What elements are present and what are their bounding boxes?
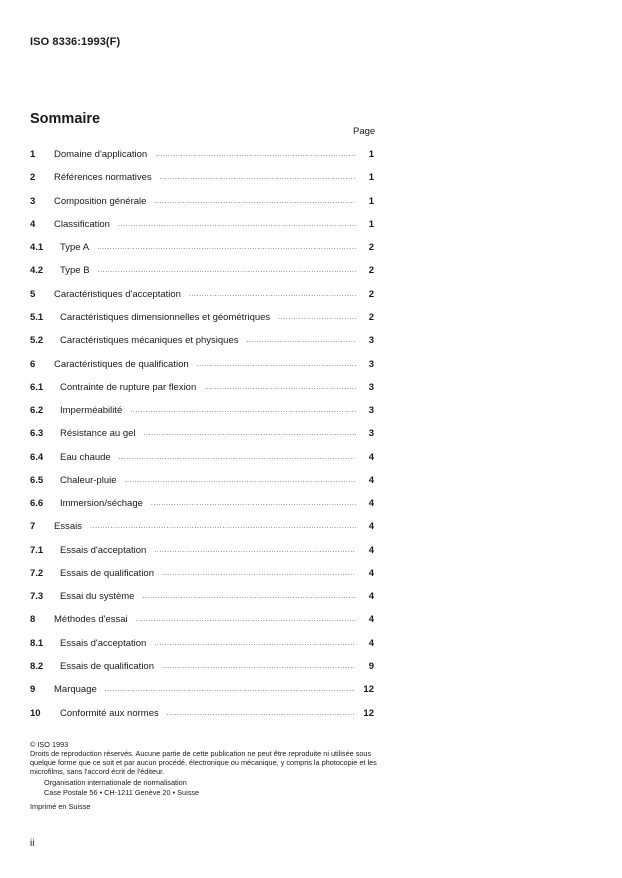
toc-entry-number: 5.1 bbox=[30, 311, 44, 323]
toc-entry-page: 3 bbox=[368, 428, 374, 440]
toc-entry-number: 3 bbox=[30, 195, 36, 207]
toc-entry[interactable] bbox=[30, 562, 374, 585]
toc-leader-dots bbox=[154, 547, 356, 554]
toc-entry-page: 4 bbox=[368, 614, 374, 626]
toc-entry-title: Type A bbox=[60, 242, 90, 254]
toc-entry[interactable] bbox=[30, 678, 374, 701]
toc-leader-dots bbox=[97, 244, 356, 251]
toc-entry-title: Chaleur-pluie bbox=[60, 474, 117, 486]
toc-entry-number: 6.2 bbox=[30, 405, 44, 417]
page-title: Sommaire bbox=[30, 111, 101, 127]
toc-entry-page: 2 bbox=[368, 311, 374, 323]
toc-leader-dots bbox=[130, 407, 356, 414]
copyright-line: © ISO 1993 bbox=[30, 740, 69, 749]
toc-entry-title: Essais de qualification bbox=[60, 660, 154, 672]
toc-leader-dots bbox=[246, 337, 356, 344]
toc-entry[interactable] bbox=[30, 608, 374, 631]
toc-entry-title: Classification bbox=[54, 218, 110, 230]
toc-entry[interactable] bbox=[30, 352, 374, 375]
toc-entry-number: 4.1 bbox=[30, 242, 44, 254]
toc-entry[interactable] bbox=[30, 422, 374, 445]
toc-entry-number: 5 bbox=[30, 288, 36, 300]
toc-entry-number: 8.2 bbox=[30, 660, 44, 672]
toc-entry-number: 7 bbox=[30, 521, 36, 533]
toc-entry-page: 1 bbox=[368, 195, 374, 207]
toc-leader-dots bbox=[162, 570, 356, 577]
toc-entry-page: 4 bbox=[368, 474, 374, 486]
toc-leader-dots bbox=[98, 267, 356, 274]
toc-entry-page: 3 bbox=[368, 405, 374, 417]
toc-entry-number: 9 bbox=[30, 684, 36, 696]
toc-entry[interactable] bbox=[30, 259, 374, 282]
toc-entry-number: 7.1 bbox=[30, 544, 44, 556]
toc-entry-title: Essais d'acceptation bbox=[60, 637, 147, 649]
printed-in: Imprimé en Suisse bbox=[30, 801, 91, 811]
toc-entry[interactable] bbox=[30, 376, 374, 399]
toc-leader-dots bbox=[154, 640, 356, 647]
toc-entry-number: 5.2 bbox=[30, 335, 44, 347]
toc-entry-title: Marquage bbox=[54, 684, 97, 696]
page-column-label: Page bbox=[353, 126, 376, 137]
toc-entry-number: 7.2 bbox=[30, 567, 44, 579]
toc-leader-dots bbox=[118, 221, 356, 228]
toc-entry[interactable] bbox=[30, 213, 374, 236]
rights-text: Droits de reproduction réservés. Aucune partie de cette publication ne peut être reproduite ni utilisée sous quelque forme que ce soit et par aucun procédé, électronique ou mécanique, y compris la photocopie et les microfilms, sans l'accord écrit de l'éditeur. bbox=[30, 749, 377, 777]
table-of-contents bbox=[30, 143, 374, 725]
toc-entry-title: Résistance au gel bbox=[60, 428, 136, 440]
toc-entry-page: 12 bbox=[363, 684, 374, 696]
toc-entry[interactable] bbox=[30, 190, 374, 213]
toc-entry-number: 4.2 bbox=[30, 265, 44, 277]
toc-entry-number: 6.3 bbox=[30, 428, 44, 440]
toc-leader-dots bbox=[151, 500, 356, 507]
toc-entry-page: 4 bbox=[368, 521, 374, 533]
document-header: ISO 8336:1993(F) bbox=[30, 36, 121, 48]
toc-entry-number: 6.6 bbox=[30, 498, 44, 510]
toc-entry[interactable] bbox=[30, 585, 374, 608]
toc-leader-dots bbox=[154, 198, 356, 205]
toc-leader-dots bbox=[105, 686, 356, 693]
toc-leader-dots bbox=[119, 454, 356, 461]
toc-entry-number: 4 bbox=[30, 218, 36, 230]
toc-entry-title: Essais de qualification bbox=[60, 567, 154, 579]
toc-leader-dots bbox=[197, 361, 356, 368]
toc-entry[interactable] bbox=[30, 283, 374, 306]
toc-entry[interactable] bbox=[30, 143, 374, 166]
toc-leader-dots bbox=[204, 384, 356, 391]
toc-entry-title: Essais d'acceptation bbox=[60, 544, 147, 556]
toc-entry[interactable] bbox=[30, 445, 374, 468]
toc-entry[interactable] bbox=[30, 539, 374, 562]
toc-leader-dots bbox=[155, 151, 356, 158]
toc-entry-number: 6.5 bbox=[30, 474, 44, 486]
toc-entry[interactable] bbox=[30, 632, 374, 655]
toc-entry-title: Références normatives bbox=[54, 172, 152, 184]
toc-entry-title: Eau chaude bbox=[60, 451, 111, 463]
toc-leader-dots bbox=[278, 314, 356, 321]
toc-leader-dots bbox=[136, 616, 356, 623]
toc-entry-number: 7.3 bbox=[30, 591, 44, 603]
toc-entry-number: 1 bbox=[30, 149, 36, 161]
toc-entry-page: 9 bbox=[368, 660, 374, 672]
toc-leader-dots bbox=[90, 523, 356, 530]
toc-entry-title: Méthodes d'essai bbox=[54, 614, 128, 626]
toc-entry-page: 1 bbox=[368, 149, 374, 161]
toc-entry-number: 8 bbox=[30, 614, 36, 626]
toc-entry-page: 12 bbox=[363, 707, 374, 719]
toc-entry[interactable] bbox=[30, 492, 374, 515]
toc-entry-title: Caractéristiques mécaniques et physiques bbox=[60, 335, 239, 347]
toc-entry-title: Caractéristiques d'acceptation bbox=[54, 288, 181, 300]
toc-entry-title: Caractéristiques dimensionnelles et géométriques bbox=[60, 311, 271, 323]
toc-leader-dots bbox=[167, 710, 356, 717]
toc-entry-title: Type B bbox=[60, 265, 90, 277]
toc-entry-number: 8.1 bbox=[30, 637, 44, 649]
toc-entry-title: Essais bbox=[54, 521, 82, 533]
toc-leader-dots bbox=[162, 663, 356, 670]
toc-entry-title: Domaine d'application bbox=[54, 149, 148, 161]
toc-entry-page: 4 bbox=[368, 567, 374, 579]
toc-entry-page: 4 bbox=[368, 498, 374, 510]
toc-entry-title: Imperméabilité bbox=[60, 405, 123, 417]
toc-entry-page: 1 bbox=[368, 172, 374, 184]
toc-entry-page: 2 bbox=[368, 265, 374, 277]
toc-entry-title: Caractéristiques de qualification bbox=[54, 358, 189, 370]
toc-entry-title: Contrainte de rupture par flexion bbox=[60, 381, 197, 393]
toc-entry-page: 3 bbox=[368, 381, 374, 393]
toc-entry[interactable] bbox=[30, 306, 374, 329]
toc-entry-page: 4 bbox=[368, 637, 374, 649]
toc-leader-dots bbox=[160, 174, 356, 181]
toc-entry[interactable] bbox=[30, 469, 374, 492]
toc-leader-dots bbox=[125, 477, 356, 484]
toc-entry-page: 2 bbox=[368, 288, 374, 300]
toc-entry[interactable] bbox=[30, 329, 374, 352]
toc-entry-page: 1 bbox=[368, 218, 374, 230]
toc-entry-title: Essai du système bbox=[60, 591, 135, 603]
toc-entry-page: 4 bbox=[368, 591, 374, 603]
toc-entry[interactable] bbox=[30, 655, 374, 678]
page-number: ii bbox=[30, 838, 35, 849]
toc-entry-number: 2 bbox=[30, 172, 36, 184]
toc-leader-dots bbox=[142, 593, 356, 600]
toc-entry-title: Composition générale bbox=[54, 195, 147, 207]
toc-entry-page: 4 bbox=[368, 451, 374, 463]
toc-entry[interactable] bbox=[30, 701, 374, 724]
organization-name: Organisation internationale de normalisation bbox=[44, 778, 187, 788]
toc-leader-dots bbox=[189, 291, 356, 298]
toc-entry-page: 2 bbox=[368, 242, 374, 254]
toc-entry-number: 6.4 bbox=[30, 451, 44, 463]
toc-entry-page: 4 bbox=[368, 544, 374, 556]
toc-entry-number: 6.1 bbox=[30, 381, 44, 393]
toc-entry-number: 6 bbox=[30, 358, 36, 370]
organization-address: Case Postale 56 • CH-1211 Genève 20 • Suisse bbox=[44, 787, 200, 797]
toc-leader-dots bbox=[144, 430, 356, 437]
legal-notice bbox=[30, 740, 380, 811]
toc-entry[interactable] bbox=[30, 236, 374, 259]
toc-entry[interactable] bbox=[30, 515, 374, 538]
toc-entry-page: 3 bbox=[368, 358, 374, 370]
toc-entry-title: Immersion/séchage bbox=[60, 498, 143, 510]
toc-entry-title: Conformité aux normes bbox=[60, 707, 159, 719]
toc-entry[interactable] bbox=[30, 166, 374, 189]
toc-entry-page: 3 bbox=[368, 335, 374, 347]
toc-entry[interactable] bbox=[30, 399, 374, 422]
toc-entry-number: 10 bbox=[30, 707, 41, 719]
